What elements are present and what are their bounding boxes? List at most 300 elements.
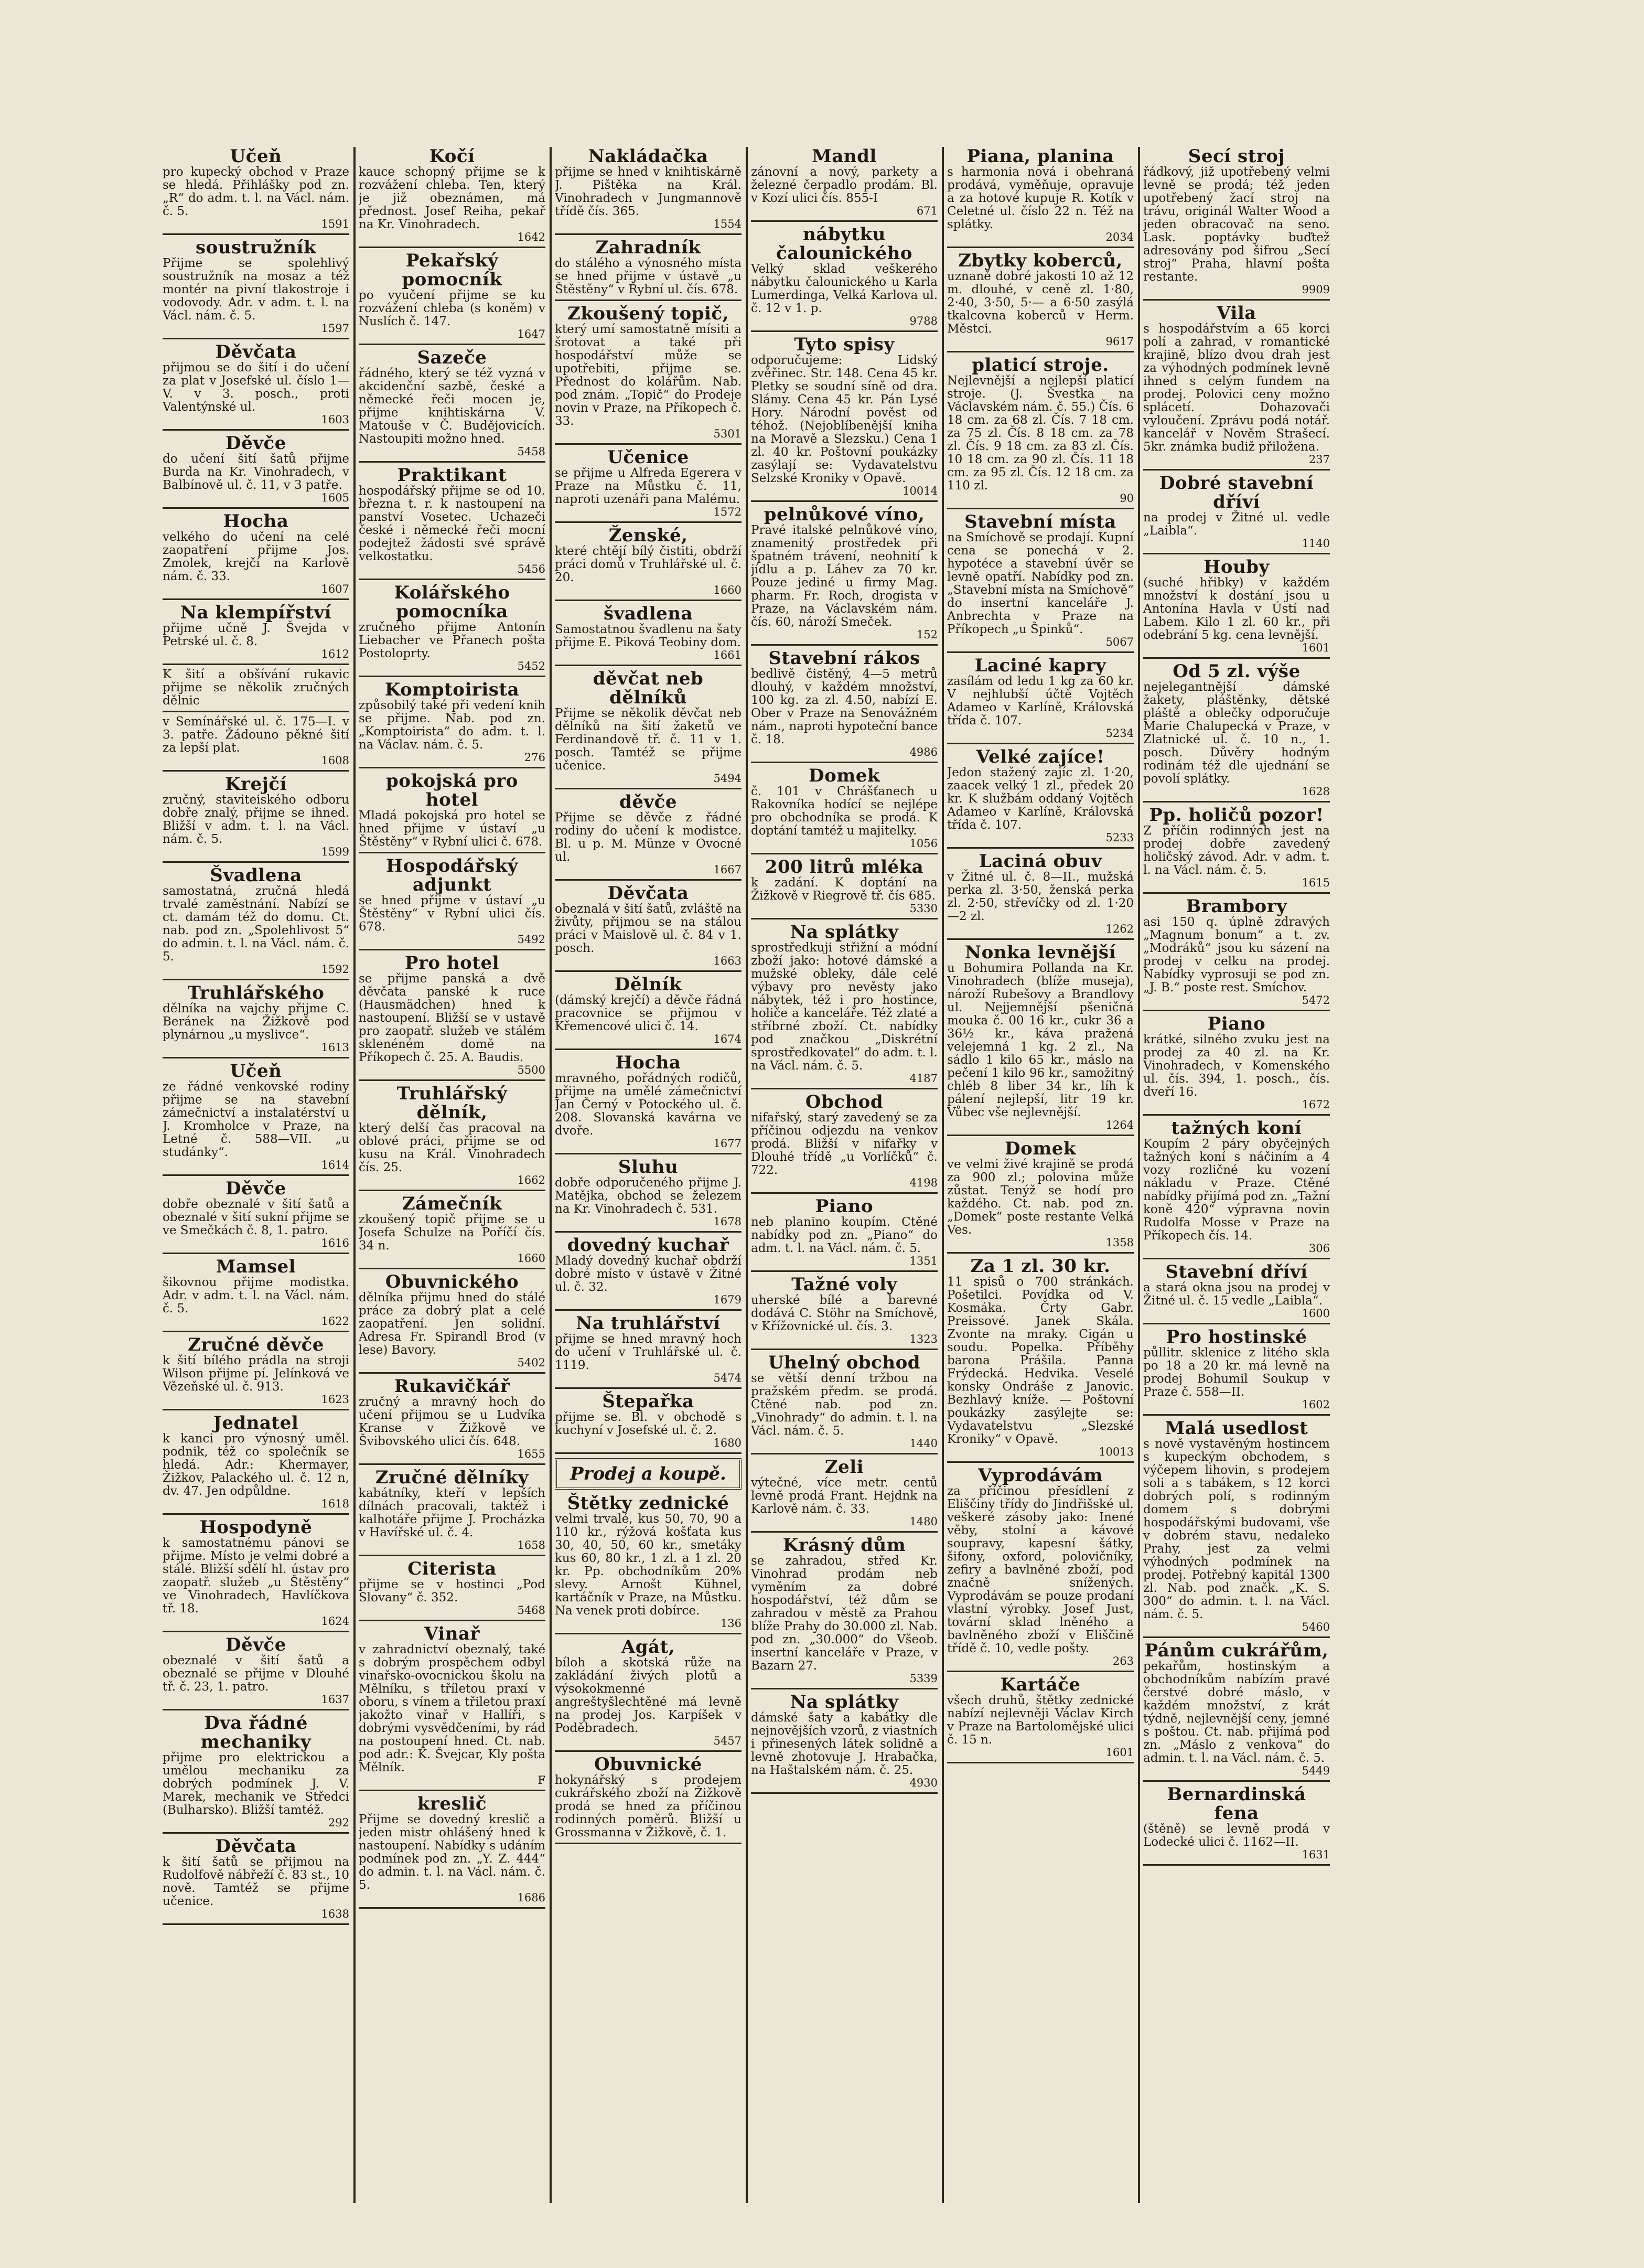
ad-number: 1638 [321, 1908, 349, 1920]
classified-ad [555, 1494, 742, 1630]
ad-title: Za 1 zl. 30 kr. [970, 1256, 1111, 1277]
classified-ad [163, 434, 349, 504]
ad-separator [359, 1790, 545, 1791]
ad-title: Piana, planina [966, 147, 1114, 167]
column-rule [1138, 147, 1140, 2203]
ad-title: Kartáče [1000, 1674, 1081, 1695]
ad-text: přijme pro elektrickou a umělou mechaniku za dobrých podmínek J. V. Marek, mechanik ve Středci (Bulharsko). Bližší tamtéž. [163, 1751, 349, 1817]
classified-ad [1143, 1263, 1330, 1320]
ad-title: Dva řádné mechaniky [200, 1713, 311, 1752]
classified-ad [751, 1275, 938, 1345]
classified-ad [359, 1194, 545, 1265]
ad-text: k samostatnému pánovi se přijme. Místo je velmi dobré a stálé. Bližší sdělí hl. ústav pro zaopatř. služeb „u Štěstěny“ ve Vinohradech, Havlíčkova tř. 18. [163, 1536, 349, 1616]
ad-text: který umí samostatně mísiti a šrotovat a také při hospodářství může se upotřebiti, přijme se. Přednost do kolářům. Nab. pod znám. „Topič“ do Prodeje novin v Praze, na Příkopech č. 33. [555, 323, 742, 428]
ad-text: Velký sklad veškerého nábytku čalounického u Karla Lumerdinga, Velká Karlova ul. č. 12 v 1. p. [751, 262, 938, 315]
ad-separator [163, 1513, 349, 1515]
ad-text: přijme učně J. Švejda v Petrské ul. č. 8. [163, 622, 349, 648]
classified-ad [751, 1197, 938, 1267]
ad-title: Kočí [429, 147, 475, 167]
ad-text: Přijme se spolehlivý soustružník na mosaz a též montér na pivní tlakostroje i vodovody. Adr. v adm. t. l. na Václ. nám. č. 5. [163, 256, 349, 323]
ad-separator [1143, 657, 1330, 659]
ad-title: Truhlářský dělník, [396, 1083, 508, 1123]
ad-text: k kanci pro výnosný uměl. podnik, též co společník se hledá. Adr.: Khermayer, Žižkov, Palackého ul. č. 12 n, dv. 47. Jen odpůldne. [163, 1432, 349, 1498]
classified-ad [1143, 1419, 1330, 1633]
ad-title: Domek [1005, 1138, 1076, 1159]
ad-number: 1612 [321, 648, 349, 660]
classified-ad [751, 1693, 938, 1789]
ad-text: velkého do učení na celé zaopatření přijme Jos. Zmolek, krejčí na Karlově nám. č. 33. [163, 530, 349, 583]
ad-title: soustružník [195, 237, 317, 258]
classified-ad [947, 356, 1134, 505]
ad-number: 1480 [909, 1515, 938, 1528]
ad-text: Přijme se děvče z řádné rodiny do učení k modistce. Bl. u p. M. Münze v Ovocné ul. [555, 811, 742, 864]
ad-separator [359, 949, 545, 950]
classified-ad [751, 1458, 938, 1528]
ad-number: 2034 [1105, 231, 1134, 243]
ad-title: Tyto spisy [794, 334, 895, 355]
ad-title: Hocha [615, 1052, 681, 1073]
ad-title: Tažné voly [791, 1274, 897, 1295]
ad-title: Děvče [225, 433, 286, 454]
ad-text: zkoušený topič přijme se u Josefa Schulze na Poříčí čís. 34 n. [359, 1213, 545, 1253]
classified-ad [163, 1714, 349, 1829]
ad-text: 11 spisů o 700 stránkách. Pošetilci. Povídka od V. Kosmáka. Črty Gabr. Preissové. Janek Skála. Zvonte na mraky. Cigán u soudu. Popelka. Příběhy barona Prášila. Panna Frýdecká. Hedvika. Veselé konsky Ondráše z Janovic. Bezhlavý kníže. — Poštovní poukázky zasýlejte se: Vydavatelstvu „Slezské Kroniky“ v Opavě. [947, 1275, 1134, 1446]
ad-separator [555, 1633, 742, 1634]
ad-title: Komptoirista [384, 679, 520, 700]
ad-separator [555, 299, 742, 301]
ad-text: v zahradnictví obeznalý, také s dobrým prospěchem odbyl vinařsko-ovocnickou školu na Mělníku, s tříletou praxí v oboru, s vínem a třiletou praxí jakožto vinař v Hallíři, s dobrými vysvědčeními, by rád na postoupení hned. Ct. nab. pod adr.: K. Švejcar, Kly pošta Mělník. [359, 1643, 545, 1774]
ad-text: zručný, staviteiského odboru dobře znalý, přijme se ihned. Bližší v adm. t. l. na Václ. nám. č. 5. [163, 793, 349, 846]
ad-title: Rukavičkář [394, 1376, 510, 1397]
ad-title: Zahradník [595, 237, 701, 258]
ad-separator [359, 1372, 545, 1374]
ad-number: 136 [720, 1617, 742, 1630]
ad-text: šikovnou přijme modistka. Adr. v adm. t. l. na Václ. nám. č. 5. [163, 1276, 349, 1315]
ad-number: 1679 [713, 1293, 742, 1306]
classified-ad [555, 1638, 742, 1747]
ad-number: 671 [916, 205, 938, 217]
ad-number: 1599 [321, 846, 349, 858]
ad-separator [947, 1671, 1134, 1672]
ad-separator [555, 1843, 742, 1844]
classified-ad [1143, 897, 1330, 1007]
ad-title: švadlena [604, 603, 693, 624]
ad-text: K šití a obšívání rukavic přijme se několik zručných dělnic [163, 668, 349, 708]
column-4 [751, 147, 938, 2203]
ad-number: 276 [524, 751, 545, 764]
ad-separator [751, 220, 938, 222]
ad-title: Pánům cukrářům, [1144, 1640, 1329, 1661]
ad-text: (suché hřibky) v každém množství k dostání jsou u Antonína Havla v Ústí nad Labem. Kilo 1 zl. 60 kr., při odebrání 5 kg. cena levnější. [1143, 576, 1330, 642]
ad-number: 1660 [713, 584, 742, 596]
ad-text: k šití šatů se přijmou na Rudolfově nábřeží č. 83 st., 10 nově. Tamtéž se přijme učenice. [163, 1855, 349, 1908]
ad-number: 5233 [1105, 831, 1134, 844]
ad-title: 200 litrů mléka [765, 857, 924, 878]
ad-separator [947, 508, 1134, 509]
ad-separator [163, 1631, 349, 1632]
classified-ad [163, 1179, 349, 1249]
ad-number: 1056 [909, 837, 938, 850]
ad-text: uherské bílé a barevné dodává C. Stöhr na Smíchově, v Křížovnické ul. čís. 3. [751, 1293, 938, 1333]
ad-title: Děvčata [215, 1836, 297, 1857]
ad-title: Obchod [805, 1092, 884, 1112]
ad-number: 1601 [1302, 641, 1330, 654]
ad-title: Zbytky koberců, [958, 250, 1123, 271]
ad-text: které chtějí bílý čistiti, obdrží práci domů v Truhlářské ul. č. 20. [555, 544, 742, 584]
ad-text: uznaně dobré jakosti 10 až 12 m. dlouhé, v ceně zl. 1·80, 2·40, 3·50, 5·— a 6·50 zasýlá tkalcovna koberců v Herm. Městci. [947, 270, 1134, 336]
ad-text: který delší čas pracoval na oblové práci, přijme se od kusu na Král. Vinohradech čís. 25. [359, 1121, 545, 1174]
ad-title: nábytku čalounického [776, 224, 912, 264]
classified-ad [163, 1837, 349, 1920]
ad-title: Zámečník [402, 1193, 502, 1214]
ad-title: Pro hotel [404, 953, 500, 973]
ad-text: dělníka na vajchy přijme C. Beránek na Žižkově pod plynárnou „u myslivce“. [163, 1002, 349, 1042]
ad-text: dobře odporučeného přijme J. Matějka, obchod se železem na Kr. Vinohradech č. 531. [555, 1176, 742, 1216]
ad-number: 5449 [1302, 1764, 1330, 1777]
column-2 [359, 147, 545, 2203]
ad-number: 1603 [321, 413, 349, 426]
ad-title: Truhlářského [187, 982, 325, 1003]
ad-number: 1618 [321, 1497, 349, 1510]
ad-number: 1358 [1105, 1236, 1134, 1249]
ad-separator [359, 852, 545, 853]
ad-title: Ženské, [608, 525, 688, 546]
classified-ad [751, 505, 938, 641]
ad-text: s nově vystavěným hostincem s kupeckým obchodem, s výčepem lihovin, s prodejem soli a s tabákem, s 12 korci dobrých polí, s rodinným domem s dobrými hospodářskými budovami, vše v dobrém stavu, nedaleko Prahy, jest za velmi výhodných podmínek na prodej. Potřebný kapitál 1300 zl. Nab. pod značk. „K. S. 300“ do admin. t. l. na Václ. nám. č. 5. [1143, 1437, 1330, 1621]
ad-separator [359, 247, 545, 248]
ad-separator [947, 847, 1134, 849]
classified-ad [947, 656, 1134, 740]
classified-ad [359, 1624, 545, 1786]
ad-number: 5301 [713, 427, 742, 440]
column-rule [942, 147, 944, 2203]
classified-ad [751, 147, 938, 217]
ad-text: Samostatnou švadlenu na šaty přijme E. Piková Teobiny dom. [555, 623, 742, 649]
ad-separator [947, 743, 1134, 744]
ad-separator [555, 970, 742, 972]
ad-text: Nejlevnější a nejlepší platicí stroje. (J. Švestka na Václavském nám. č. 55.) Čís. 6 18 cm. za 68 zl. Čís. 7 18 cm. za 75 zl. Čís. 8 18 cm. za 78 zl. Čís. 9 18 cm. za 83 zl. Čís. 10 18 cm. za 90 zl. Čís. 11 18 cm. za 95 zl. Čís. 12 18 cm. za 110 zl. [947, 374, 1134, 493]
ad-separator [359, 1190, 545, 1191]
column-rule [746, 147, 748, 2203]
classified-ad [555, 884, 742, 967]
ad-number: 5339 [909, 1672, 938, 1685]
ad-number: 5457 [713, 1735, 742, 1747]
classified-ad [1143, 1785, 1330, 1861]
ad-number: 1616 [321, 1237, 349, 1249]
ad-number: 1660 [517, 1252, 545, 1265]
classified-ad [751, 1093, 938, 1189]
ad-text: ve velmi živé krajině se prodá za 900 zl.; polovina může zůstat. Tenýž se hodí pro každého. Ct. nab. pod zn. „Domek“ poste restante Velká Ves. [947, 1158, 1134, 1237]
ad-separator [555, 233, 742, 235]
ad-separator [1143, 1780, 1330, 1782]
ad-separator [163, 711, 349, 712]
ad-text: přijme se hned v knihtiskárně J. Pištěka na Král. Vinohradech v Jungmannově třídě čís. 365. [555, 165, 742, 218]
ad-number: 1637 [321, 1693, 349, 1706]
ad-number: 90 [1120, 492, 1134, 505]
ad-text: (dámský krejčí) a děvče řádná pracovnice se přijmou v Křemencové ulici č. 14. [555, 993, 742, 1033]
classified-ad [359, 1559, 545, 1617]
ad-separator [1143, 1864, 1330, 1866]
ad-number: 1323 [909, 1333, 938, 1345]
ad-number: 5234 [1105, 727, 1134, 740]
ad-text: nejelegantnější dámské žakety, pláštěnky, dětské pláště a oblečky odporučuje Marie Chalupecká v Praze, v Zlatnické ul. č. 10 n., 1. posch. Důvěry hodným rodinám též dle ujednání se povolí splátky. [1143, 680, 1330, 786]
ad-separator [1143, 469, 1330, 470]
ad-separator [359, 1079, 545, 1081]
classified-ad [751, 1353, 938, 1450]
classified-ad [163, 1414, 349, 1510]
ad-text: s hospodářstvím a 65 korci polí a zahrad, v romantické krajině, blízo dvou drah jest za výhodných podmínek levně ihned s celým fundem na prodej. Polovici ceny možno splácetí. Dohazovači vyloučení. Zprávu podá notář. kancelář v Nověm Strašecí. 5kr. známka budiž přiložena. [1143, 322, 1330, 454]
ad-separator [555, 1750, 742, 1752]
ad-text: s harmonia nová i obehraná prodává, vyměňuje, opravuje a za hotové kupuje R. Kotík v Celetné ul. číslo 22 n. Též na splátky. [947, 165, 1134, 231]
column-5 [947, 147, 1134, 2203]
classified-ad [751, 649, 938, 758]
ad-separator [163, 664, 349, 665]
ad-text: samostatná, zručná hledá trvalé zaměstnání. Nabízí se ct. damám též do domu. Ct. nab. pod zn. „Spolehlivost 5“ do admin. t. l. na Václ. nám. č. 5. [163, 884, 349, 964]
classified-ad [555, 238, 742, 296]
ad-number: 5330 [909, 902, 938, 915]
ad-title: Piano [1207, 1013, 1266, 1034]
ad-text: na Smíchově se prodají. Kupní cena se ponechá v 2. hypotéce a stavební úvěr se levně opatří. Nabídky pod zn. „Stavební místa na Smíchově“ do insertní kanceláře J. Anbrechta v Praze na Příkopech „u Špinků“. [947, 531, 1134, 636]
classified-ad [555, 147, 742, 230]
ad-number: 152 [916, 628, 938, 641]
ad-separator [359, 344, 545, 345]
ad-title: Obuvnické [594, 1754, 702, 1775]
ad-text: bedlivě čistěný, 4—5 metrů dlouhý, v každém množství, 100 kg. za zl. 4.50, nabízí E. Ober v Praze na Senovážném nám., naproti hypoteční bance č. 18. [751, 667, 938, 746]
classified-ad [555, 1053, 742, 1150]
ad-title: Laciné kapry [974, 655, 1106, 676]
ad-text: a stará okna jsou na prodej v Žitné ul. č. 15 vedle „Laibla“. [1143, 1281, 1330, 1308]
ad-number: 1592 [321, 963, 349, 976]
classified-ad [555, 1314, 742, 1384]
ad-text: (štěně) se levně prodá v Lodecké ulici č. 1162—II. [1143, 1822, 1330, 1849]
classified-ad [1143, 1119, 1330, 1255]
ad-number: 306 [1308, 1242, 1330, 1255]
ad-separator [555, 521, 742, 523]
ad-title: Vinař [424, 1623, 480, 1644]
ad-number: 1662 [517, 1174, 545, 1186]
ad-title: pokojská pro hotel [386, 771, 518, 810]
ad-number: 5494 [713, 772, 742, 785]
classified-ad [359, 1377, 545, 1460]
ad-title: Děvčata [607, 883, 689, 904]
classified-ad [751, 766, 938, 850]
classified-ad [555, 304, 742, 440]
ad-text: za příčinou přesídlení z Eliščiny třídy do Jindřišské ul. veškeré zásoby jako: Inené věby, stolní a kávové soupravy, kapesní šátky, šifony, oxford, polovičníky, zefiry a bavlněné zboží, pod značně snížených. Vyprodávám se pouze prodaní vlastní výrobky. Josef Just, tovární sklad lněného a bavlněného zboží v Eliščině třídě č. 10, vedle pošty. [947, 1484, 1134, 1655]
ad-separator [359, 1463, 545, 1465]
classified-ad [555, 1236, 742, 1306]
ad-separator [359, 767, 545, 768]
ad-number: 292 [328, 1816, 349, 1829]
ad-separator [1143, 1636, 1330, 1638]
ad-number: 5458 [517, 445, 545, 458]
ad-number: 9909 [1302, 283, 1330, 296]
ad-separator [163, 1253, 349, 1254]
ad-title: Dělník [614, 974, 682, 995]
ad-title: Sluhu [618, 1157, 679, 1178]
ad-separator [947, 938, 1134, 940]
ad-title: Krejčí [224, 774, 287, 795]
ad-number: 1264 [1105, 1119, 1134, 1131]
ad-text: přijme se. Bl. v obchodě s kuchyní v Josefské ul. č. 2. [555, 1410, 742, 1437]
ad-number: 1624 [321, 1615, 349, 1628]
ad-separator [947, 651, 1134, 653]
ad-number: 1607 [321, 583, 349, 595]
classified-ad [163, 775, 349, 858]
classified-ad [1143, 558, 1330, 654]
ad-number: 5492 [517, 933, 545, 946]
ad-title: Nakládačka [588, 147, 708, 167]
classified-ad [359, 348, 545, 458]
ad-text: Mladý dovedný kuchař obdrží dobré místo v ústavě v Žitné ul. č. 32. [555, 1254, 742, 1294]
ad-number: 5460 [1302, 1621, 1330, 1633]
ad-separator [751, 1531, 938, 1533]
classified-ad [555, 1158, 742, 1228]
ad-separator [359, 579, 545, 580]
ad-title: Děvče [225, 1634, 286, 1655]
ad-title: Houby [1204, 557, 1270, 577]
ad-title: Učeň [230, 1061, 282, 1082]
ad-title: Mandl [812, 147, 877, 167]
ad-number: 5468 [517, 1604, 545, 1617]
ad-text: dobře obeznalé v šití šatů a obeznalé v šití sukní přijme se ve Smečkách č. 8, 1. patro. [163, 1197, 349, 1237]
ad-text: zručného přijme Antonín Liebacher ve Přanech pošta Postoloprty. [359, 621, 545, 660]
classified-ad [359, 1084, 545, 1186]
ad-title: Domek [809, 765, 880, 786]
ad-number: 1642 [517, 231, 545, 243]
classified-ad [1143, 662, 1330, 798]
ad-title: Agát, [621, 1636, 675, 1657]
classified-ad [163, 866, 349, 976]
classified-ad [947, 1675, 1134, 1759]
ad-separator [751, 853, 938, 854]
ad-separator [163, 1409, 349, 1410]
ad-title: kreslič [417, 1793, 487, 1814]
ad-separator [555, 1309, 742, 1311]
column-6 [1143, 147, 1330, 2203]
ad-separator [751, 500, 938, 502]
ad-separator [751, 1270, 938, 1272]
ad-number: 1663 [713, 955, 742, 967]
ad-text: mravného, pořádných rodičů, přijme na umělé zámečnictví Jan Černý v Potockého ul. č. 208. Slovanská kavárna ve dvoře. [555, 1072, 742, 1138]
ad-text: krátké, silného zvuku jest na prodej za 40 zl. na Kr. Vinohradech, v Komenského ul. čís. 394, 1. posch., čís. dveří 16. [1143, 1033, 1330, 1099]
ad-text: řádkový, již upotřebený velmi levně se prodá; též jeden upotřebený žací stroj na trávu, originál Walter Wood a jeden obracovač na seno. Lask. poptávky buďtež adresovány pod šifrou „Secí stroj“ Praha, hlavní pošta restante. [1143, 165, 1330, 284]
ad-text: neb planino koupím. Ctěné nabídky pod zn. „Piano“ do adm. t. l. na Václ. nám. č. 5. [751, 1215, 938, 1255]
classified-ad [1143, 147, 1330, 296]
ad-separator [555, 665, 742, 666]
ad-title: Hospodářský adjunkt [385, 855, 519, 895]
classified-ad [555, 1392, 742, 1449]
ad-title: Děvče [225, 1178, 286, 1199]
classified-ad [359, 1272, 545, 1369]
classified-ad [751, 858, 938, 915]
ad-number: 1628 [1302, 785, 1330, 798]
ad-separator [1143, 892, 1330, 894]
ad-separator [555, 600, 742, 601]
ad-separator [751, 1453, 938, 1454]
ad-separator [947, 1461, 1134, 1463]
ad-text: bíloh a skotská růže na zakládání živých plotů a výsokokmenné angreštyšlechtěné má levně na prodej Jos. Karpíšek v Poděbradech. [555, 1656, 742, 1735]
classified-ad [359, 583, 545, 672]
ad-text: u Bohumira Pollanda na Kr. Vinohradech (blíže museja), nároží Rubešovy a Brandlovy ul. Nejjemnější pšeničná mouka č. 00 16 kr., cukr 36 a 36½ kr., káva pražená velejemná 1 kg. 2 zl., Na sádlo 1 kilo 65 kr., máslo na pečení 1 kilo 96 kr., samožitný chléb 8 liber 34 kr., líh k pálení nejlepší, litr 19 kr. Vůbec vše nejlevnější. [947, 961, 1134, 1119]
ad-separator [163, 979, 349, 980]
classified-ad [163, 983, 349, 1054]
ad-text: se hned přijme v ústaví „u Štěstěny“ v Rybní ulici čís. 678. [359, 894, 545, 934]
ad-separator [751, 1792, 938, 1794]
ad-title: Hocha [223, 511, 289, 532]
ad-separator [1143, 1414, 1330, 1416]
classified-ad [947, 747, 1134, 844]
ad-number: 5456 [517, 563, 545, 575]
ad-text: Jedon stažený zajíc zl. 1·20, zaacek velký 1 zl., předek 20 kr. K službám oddaný Vojtěch Adameo v Karlíně, Královská třída č. 107. [947, 766, 1134, 832]
ad-text: dámské šaty a kabátky dle nejnovějších vzorů, z viastních i přinesených látek solidně a levně zhotovuje J. Hrabačka, na Haštalském nám. č. 25. [751, 1711, 938, 1777]
ad-number: 1602 [1302, 1398, 1330, 1411]
ad-number: 1601 [1105, 1746, 1134, 1759]
ad-title: Zručné děvče [188, 1334, 324, 1355]
ad-number: 1613 [321, 1041, 349, 1054]
ad-title: Štepařka [602, 1391, 694, 1412]
ad-text: zručný a mravný hoch do učení přijmou se u Ludvíka Kranse v Žižkově ve Švibovského ulici čís. 648. [359, 1395, 545, 1448]
ad-title: Krásný dům [782, 1535, 906, 1556]
ad-separator [163, 429, 349, 431]
classified-ad [359, 251, 545, 340]
ad-text: hospodářský přijme se od 10. března t. r. k nastoupení na panství Vosetec. Uchazeči české i německé řeči mocní podejtež žádosti své správě velkostatku. [359, 484, 545, 563]
ad-text: hokynářský s prodejem cukrářského zboží na Žižkově prodá se hned za příčinou rodinných poměrů. Bližší u Grossmanna v Žižkově, č. 1. [555, 1773, 742, 1839]
ad-separator [359, 461, 545, 463]
classified-ad [163, 1062, 349, 1171]
ad-number: 1615 [1302, 876, 1330, 889]
ad-text: velmi trvalé, kus 50, 70, 90 a 110 kr., rýžová košťata kus 30, 40, 50, 60 kr., smetáky kus 60, 80 kr., 1 zl. a 1 zl. 20 kr. Pp. obchodníkům 20% slevy. Arnošt Kühnel, kartáčník v Praze, na Můstku. Na venek proti dobírce. [555, 1512, 742, 1618]
ad-text: půllitr. sklenice z litého skla po 18 a 20 kr. má levně na prodej Bohumil Soukup v Praze č. 558—II. [1143, 1346, 1330, 1399]
ad-number: 1600 [1302, 1307, 1330, 1320]
ad-text: do učení šití šatů přijme Burda na Kr. Vinohradech, v Balbínově ul. č. 11, v 3 patře. [163, 452, 349, 492]
ad-number: 237 [1308, 453, 1330, 466]
ad-text: k zadání. K doptání na Žižkově v Riegrově tř. čís 685. [751, 876, 938, 903]
ad-separator [163, 507, 349, 509]
ad-title: Zkoušený topič, [567, 303, 729, 324]
ad-text: přijme se hned mravný hoch do učení v Truhlářské ul. č. 1119. [555, 1332, 742, 1372]
ad-title: Vila [1217, 303, 1256, 324]
ad-title: Stavební dříví [1165, 1261, 1308, 1282]
ad-text: k šití bílého prádla na stroji Wilson přijme pí. Jelínková ve Vězeňské ul. č. 913. [163, 1354, 349, 1394]
ad-title: Od 5 zl. výše [1173, 661, 1301, 682]
ad-text: v Žitné ul. č. 8—II., mužská perka zl. 3·50, ženská perka zl. 2·50, střevíčky od zl. 1·20—2 zl. [947, 870, 1134, 923]
classified-ad [163, 1335, 349, 1406]
ad-separator [163, 770, 349, 772]
classified-ad [947, 852, 1134, 935]
classified-ad [555, 669, 742, 785]
classified-ad [163, 147, 349, 230]
classified-ad [163, 668, 349, 708]
ad-text: řádného, který se též vyzná v akcidenční sazbě, české a německé řeči mocen je, přijme knihtiskárna V. Matouše v Č. Budějovicích. Nastoupiti možno hned. [359, 367, 545, 446]
ad-separator [1143, 299, 1330, 301]
ad-text: se větší denní tržbou na pražském předm. se prodá. Ctěné nab. pod zn. „Vinohrady“ do admin. t. l. na Václ. nám. č. 5. [751, 1372, 938, 1438]
ad-separator [1143, 1323, 1330, 1324]
ad-number: 5067 [1105, 636, 1134, 648]
ad-separator [163, 1331, 349, 1332]
ad-title: Nonka levnější [965, 942, 1116, 963]
ad-title: Zeli [824, 1457, 864, 1478]
classified-ad [1143, 1014, 1330, 1111]
ad-text: dělníka přijmu hned do stálé práce za dobrý plat a celé zaopatření. Jen solidní. Adresa Fr. Spirandl Brod (v lese) Bavory. [359, 1291, 545, 1357]
ad-title: Kolářského pomocníka [394, 582, 510, 622]
classified-ad [359, 772, 545, 849]
ad-title: Brambory [1186, 896, 1287, 917]
classified-ad [1143, 1328, 1330, 1411]
ad-title: Stavební místa [964, 511, 1116, 532]
ad-number: 5474 [713, 1372, 742, 1384]
ad-text: obeznalá v šití šatů, zvláště na živůty, přijmou se na stálou práci v Maislově ul. č. 84 v 1. posch. [555, 902, 742, 955]
classified-ad [947, 1139, 1134, 1249]
